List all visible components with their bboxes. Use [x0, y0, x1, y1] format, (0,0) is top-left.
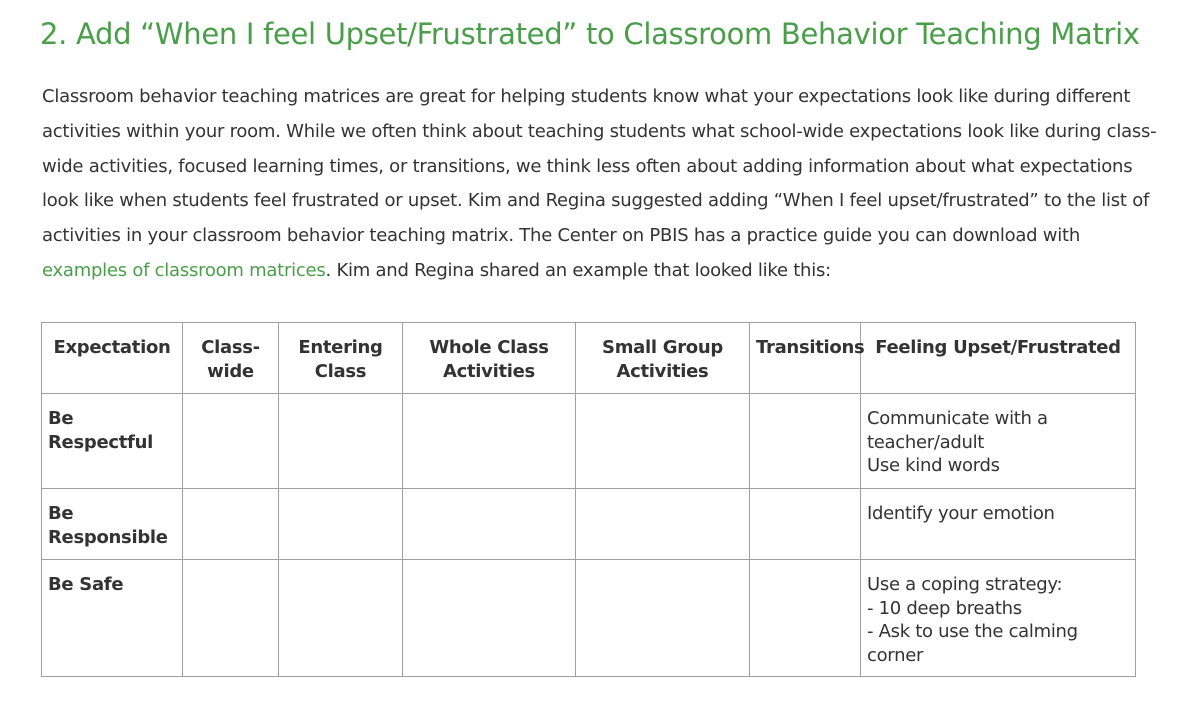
header-entering-class: Entering Class: [279, 323, 403, 394]
intro-paragraph: [42, 80, 1162, 289]
cell-empty: [576, 489, 750, 560]
matrix-header-row: [42, 323, 1136, 394]
header-transitions: Transitions: [750, 323, 861, 394]
row-label-be-safe: Be Safe: [42, 560, 183, 677]
cell-empty: [403, 489, 576, 560]
cell-empty: [183, 560, 279, 677]
cell-feeling-be-responsible: [861, 489, 1136, 560]
matrix-row-be-responsible: [42, 489, 1136, 560]
feeling-line: - Ask to use the calming corner: [867, 621, 1078, 666]
matrix-row-be-respectful: [42, 394, 1136, 489]
matrix-row-be-safe: [42, 560, 1136, 677]
behavior-teaching-matrix: [41, 322, 1136, 677]
cell-empty: [576, 394, 750, 489]
feeling-line: - 10 deep breaths: [867, 597, 1022, 619]
header-expectation: Expectation: [42, 323, 183, 394]
row-label-be-respectful: Be Respectful: [42, 394, 183, 489]
header-small-group-activities: Small Group Activities: [576, 323, 750, 394]
cell-feeling-be-respectful: [861, 394, 1136, 489]
cell-empty: [750, 394, 861, 489]
cell-empty: [279, 394, 403, 489]
feeling-line: Identify your emotion: [867, 503, 1055, 524]
cell-empty: [183, 489, 279, 560]
cell-empty: [750, 489, 861, 560]
cell-empty: [279, 560, 403, 677]
classroom-matrices-link[interactable]: examples of classroom matrices: [42, 259, 326, 281]
cell-feeling-be-safe: [861, 560, 1136, 677]
cell-empty: [279, 489, 403, 560]
cell-empty: [183, 394, 279, 489]
feeling-line: Communicate with a teacher/adult: [867, 408, 1048, 453]
row-label-be-responsible: Be Responsible: [42, 489, 183, 560]
header-whole-class-activities: Whole Class Activities: [403, 323, 576, 394]
intro-text-before-link: Classroom behavior teaching matrices are great for helping students know what your expectations look like during different activities within your room. While we often think about teaching students what school-wide expectations look like during class-wide activities, focused learning times, or transitions, we think less often about adding information about what expectations look like when students feel frustrated or upset. Kim and Regina suggested adding “When I feel upset/frustrated” to the list of activities in your classroom behavior teaching matrix. The Center on PBIS has a practice guide you can download with: [42, 86, 1157, 247]
article-heading: 2. Add “When I feel Upset/Frustrated” to Classroom Behavior Teaching Matrix: [40, 17, 1140, 51]
intro-text-after-link: . Kim and Regina shared an example that looked like this:: [325, 259, 831, 281]
header-class-wide: Class-wide: [183, 323, 279, 394]
header-feeling-upset-frustrated: Feeling Upset/Frustrated: [861, 323, 1136, 394]
cell-empty: [403, 394, 576, 489]
cell-empty: [750, 560, 861, 677]
feeling-line: Use a coping strategy:: [867, 574, 1063, 595]
cell-empty: [576, 560, 750, 677]
feeling-line: Use kind words: [867, 455, 1000, 476]
cell-empty: [403, 560, 576, 677]
